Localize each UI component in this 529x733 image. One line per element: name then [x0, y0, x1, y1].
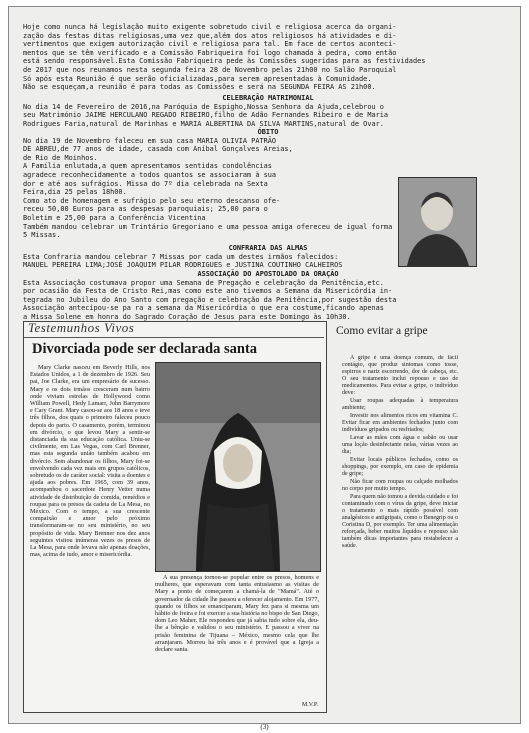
obito-line: Também mandou celebrar um Trintário Gregoriano e uma pessoa amiga ofereceu de igual forma: [23, 222, 393, 231]
section-heading: ASSOCIAÇÃO DO APOSTOLADO DA ORAÇÃO: [197, 270, 339, 278]
matrimonio-section: [23, 94, 513, 128]
obito-line: receu 50,00 Euros para as despesas paroquiais; 25,00 para o: [23, 205, 268, 214]
gripe-paragraph: Usar roupas adequadas à temperatura ambiente;: [342, 398, 458, 411]
notice-line: Hoje como nunca há legislação muito exigente sobretudo civil e religiosa acerca da organi-: [23, 23, 397, 31]
section-heading: CONFRARIA DAS ALMAS: [228, 244, 308, 252]
gripe-column: [342, 355, 458, 707]
almas-line: MANUEL PEREIRA LIMA;JOSÉ JOAQUIM PILAR RODRIGUES e JUSTINA COUTINHO CALHEIROS: [23, 261, 343, 270]
bulletin-page: [8, 6, 521, 724]
article-continuation: [30, 667, 318, 701]
article-paragraph: Mary Clarke nasceu em Beverly Hills, nos Estados Unidos, a 1 de dezembro de 1926. Seu pai, Joe Clarke, era um empresário de sucesso. Mary e os dois irmãos cresceram num bairro onde viviam estrelas de Hollywood como William Powell, Hedy Lamarr, John Barrymore e Cary Grant. Mary casou-se aos 18 anos e teve três filhos, dos quais o primeiro faleceu pouco depois do parto. O casamento, porém, terminou em divórcio, o que levou Mary a sentir-se distanciada da sua educação católica. Uniu-se civilmente, em Las Vegas, com Carl Brenner, mas esta segunda união também acabou em divórcio. Sem abandonar os filhos, Mary foi-se envolvendo cada vez mais em grupos católicos, sobretudo os de caráter social: visita a doentes e ajuda aos pobres. Em 1965, com 39 anos, acompanhou o sacerdote Henry Vetter numa atividade de distribuição de comida, remédios e roupas para os presos da cadeia de La Mesa, no México. Com o tempo, a sua crescente compaixão e amor pelo próximo transformaram-se no seu ministério, no seu propósito de vida. Mary Brenner nos dez anos seguintes visitou inúmeras vezes os presos de La Mesa, para onde levava não apenas doações, mas, acima de tudo, amor e misericórdia.: [30, 364, 150, 559]
gripe-paragraph: Não ficar com roupas ou calçado molhados no corpo por muito tempo.: [342, 479, 458, 492]
section-heading: ÓBITO: [257, 128, 279, 136]
almas-section: [23, 244, 513, 270]
testemunhos-panel: [23, 321, 327, 713]
festivities-notice: [23, 23, 513, 92]
gripe-article: [334, 325, 512, 711]
almas-line: Esta Confraria mandou celebrar 7 Missas por cada um destes irmãos falecidos:: [23, 252, 339, 261]
obito-line: Boletim e 25,00 para a Conferência Vicentina: [23, 213, 206, 222]
gripe-paragraph: A gripe é uma doença comum, de fácil contágio, que produz sintomas como tosse, espirros e nariz escorrendo, dor de cabeça, etc. O seu tratamento inclui repouso e uso de medicamentos. Para evitar a gripe, o indivíduo deve:: [342, 355, 458, 396]
notice-line: Só após esta Reunião é que serão oficializadas,para serem apresentadas à Comunidade.: [23, 74, 372, 83]
nun-photo: [155, 362, 321, 572]
notice-line: de 2017 que nos reunamos nesta segunda feira 28 de Novembro pelas 21h00 no Salão Paroquial: [23, 65, 397, 74]
obito-line: 5 Missas.: [23, 231, 61, 240]
apostolado-line: Associação antecipou-se pa ra a semana da Misericórdia o que era costume,ficando apenas: [23, 304, 384, 313]
article-column-right: [155, 574, 319, 664]
apostolado-line: a Missa Solene em honra do Sagrado Coração de Jesus para este Domingo às 10h30.: [23, 312, 351, 321]
obito-line: A Família enlutada,a quem apresentamos sentidas condolências: [23, 162, 272, 171]
nun-image: [156, 363, 320, 571]
obito-line: de Rio de Moinhos.: [23, 153, 98, 162]
notice-line: Não se esqueçam,a reunião é para todas as Comissões e será na SEGUNDA FEIRA AS 21h00.: [23, 83, 376, 92]
matrimonio-line: No dia 14 de Fevereiro de 2016,na Paróquia de Espigho,Nossa Senhora da Ajuda,celebrou o: [23, 102, 384, 111]
obito-line: DE ABREU,de 77 anos de idade, casada com Aníbal Gonçalves Areias,: [23, 145, 293, 154]
gripe-paragraph: Lavar as mãos com água e sabão ou usar uma loção desinfectante nelas, várias vezes ao dia;: [342, 435, 458, 455]
gripe-paragraph: Investir nos alimentos ricos em vitamina C. Evitar ficar em ambientes fechados junto com indivíduos gripados ou resfriados;: [342, 413, 458, 433]
divider: [24, 337, 324, 338]
obito-line: dor e até aos sufrágios. Missa do 7º dia celebrada na Sexta: [23, 179, 268, 188]
page-number: (3): [260, 723, 269, 731]
obito-line: Como ato de homenagem e sufrágio pelo seu eterno descanso ofe-: [23, 196, 281, 205]
gripe-paragraph: Para quem não tomou a devida cuidado e foi contaminado com o vírus da gripe, deve iniciar o tratamento o mais rápido possível com analgésicos e antigripais, como o Benegrip ou o Coristina D, por exemplo. Ter uma alimentação reforçada, beber muitos líquidos e repouso são também dicas importantes para restabelecer a saúde.: [342, 494, 458, 549]
obito-line: agradece reconhecidamente a todos quantos se associaram à sua: [23, 170, 277, 179]
notice-line: mentos que se têm verificado e a Comissão Fabriqueira foi logo chamada à pedra, como então: [23, 48, 397, 57]
article-headline: Divorciada pode ser declarada santa: [32, 341, 258, 357]
notice-line: está sendo responsável.Esta Comissão Fabriqueira pede às Comissões sugeridas para as festividades: [23, 57, 426, 66]
section-heading: CELEBRAÇÃO MATRIMONIAL: [222, 94, 314, 102]
notice-line: vertimentos que exigem autorização civil e religiosa para tal. Em face de certos aconteci-: [23, 40, 397, 49]
apostolado-line: por ocasião da Festa de Cristo Rei,mas como este ano tivemos a Semana da Misericórdia in-: [23, 287, 393, 296]
article-column-left: [30, 364, 150, 664]
apostolado-line: tegrada no Jubileu do Ano Santo com pregação e celebração da Penitência,por sugestão desta: [23, 295, 397, 304]
article-signature: M.V.P.: [301, 702, 318, 708]
obito-line: Feira,dia 25 pelas 18h00.: [23, 188, 127, 197]
apostolado-section: [23, 270, 513, 322]
apostolado-line: Esta Associação costumava propor uma Semana de Pregação e celebração da Penitência,etc.: [23, 278, 384, 287]
notice-line: zação das festas ditas religiosas,uma vez que,além dos atos religiosos há atividades e di-: [23, 31, 397, 40]
matrimonio-line: seu Matrimónio JAIME HERCULANO REGADO RIBEIRO,filho de Adão Fernandes Ribeiro e de Maria: [23, 111, 389, 120]
matrimonio-line: Rodrigues Faria,natural de Marinhas e MARIA ALBERTINA DA SILVA MARTINS,natural de Ovar.: [23, 119, 384, 128]
obito-line: No dia 19 de Novembro faleceu em sua casa MARIA OLIVIA PATRÃO: [23, 136, 277, 145]
article-paragraph: A sua presença tornou-se popular entre os presos, homens e mulheres, que esperavam com tanta entusiasmo as visitas de Mary a ponto de começarem a chamá-la de "Mamá". Até o governador da cidade lhe passou a oferecer alojamento. Em 1977, quando os filhos se emanciparam, Mary fez para si mesma um hábito de freira e foi exercer a sua história no bispo de San Diego, dom Leo Maher. Ele respondeu que já sabia tudo sobre ela, deu-lhe a bênção e validou o seu ministério. E passou a viver na prisão feminina de Tijuana – México, mesmo cela que lhe arranjaram. Morreu há três anos e é provável que a Igreja a declare santa.: [155, 574, 319, 654]
gripe-paragraph: Evitar locais públicos fechados, como os shoppings, por exemplo, em caso de epidemia de gripe;: [342, 457, 458, 477]
gripe-headline: Como evitar a gripe: [336, 325, 428, 337]
kicker-title: Testemunhos Vivos: [28, 320, 135, 335]
